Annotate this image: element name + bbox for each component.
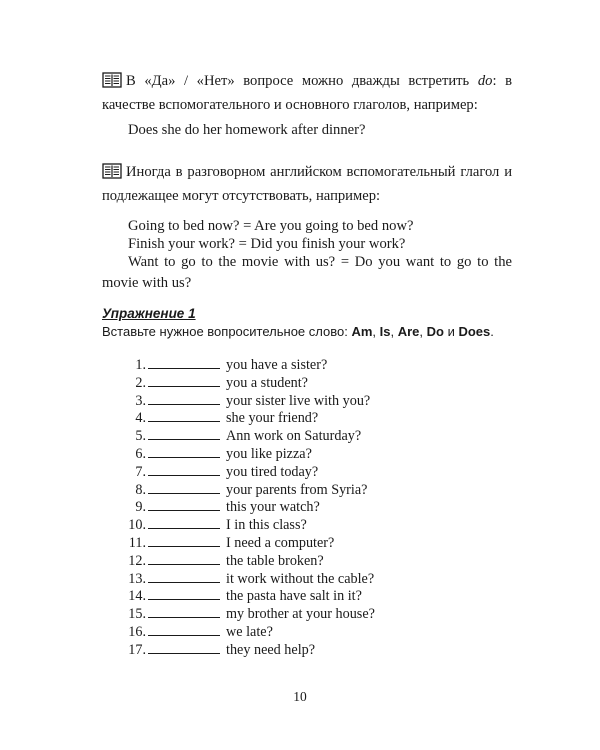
item-text: your sister live with you? <box>226 392 371 409</box>
answer-blank[interactable] <box>148 373 220 387</box>
item-text: Ann work on Saturday? <box>226 428 362 445</box>
answer-blank[interactable] <box>148 569 220 583</box>
rule-paragraph-2 <box>102 162 512 207</box>
answer-blank[interactable] <box>148 622 220 636</box>
item-number: 6. <box>135 445 146 462</box>
item-number: 10. <box>128 517 146 534</box>
instruction-sep: и <box>443 324 459 339</box>
instruction-sep: , <box>372 324 380 339</box>
item-text: you a student? <box>226 374 308 391</box>
instruction-sep: , <box>419 324 427 339</box>
rule-1-text-b: : в качестве вспомогательного и основного глаголов, например: <box>102 73 512 113</box>
item-text: the table broken? <box>226 552 324 569</box>
exercise-item <box>102 569 375 587</box>
item-number: 15. <box>128 606 146 623</box>
exercise-item <box>102 622 375 640</box>
exercise-item <box>102 586 375 604</box>
item-number: 2. <box>135 374 146 391</box>
rule-1-text-a: В «Да» / «Нет» вопросе можно дважды встретить <box>126 73 478 89</box>
answer-blank[interactable] <box>148 426 220 440</box>
exercise-item <box>102 551 375 569</box>
item-number: 16. <box>128 623 146 640</box>
item-number: 14. <box>128 588 146 605</box>
answer-blank[interactable] <box>148 515 220 529</box>
item-text: you tired today? <box>226 463 319 480</box>
answer-blank[interactable] <box>148 551 220 565</box>
exercise-title: Упражнение 1 <box>102 306 196 321</box>
item-number: 4. <box>135 410 146 427</box>
exercise-item <box>102 497 375 515</box>
item-number: 7. <box>135 463 146 480</box>
item-number: 12. <box>128 552 146 569</box>
item-number: 17. <box>128 641 146 658</box>
item-text: my brother at your house? <box>226 606 375 623</box>
rule-paragraph-1 <box>102 71 512 116</box>
item-text: it work without the cable? <box>226 570 375 587</box>
exercise-item <box>102 604 375 622</box>
word-am: Am <box>351 324 373 339</box>
item-number: 1. <box>135 357 146 373</box>
exercise-item <box>102 355 375 373</box>
word-are: Are <box>397 324 420 339</box>
answer-blank[interactable] <box>148 355 220 369</box>
rule-1-emph: do <box>477 73 493 89</box>
exercise-item <box>102 480 375 498</box>
instruction-sep: , <box>390 324 398 339</box>
item-text: you have a sister? <box>226 357 328 373</box>
exercise-item <box>102 640 375 658</box>
item-number: 3. <box>135 392 146 409</box>
exercise-item <box>102 426 375 444</box>
answer-blank[interactable] <box>148 408 220 422</box>
item-text: the pasta have salt in it? <box>226 588 362 605</box>
page-number: 10 <box>293 689 307 704</box>
item-number: 8. <box>135 481 146 498</box>
example-question: Does she do her homework after dinner? <box>128 122 366 138</box>
exercise-item <box>102 515 375 533</box>
item-text: we late? <box>226 623 273 640</box>
book-icon <box>102 72 122 95</box>
exercise-item <box>102 444 375 462</box>
item-text: I need a computer? <box>226 534 335 551</box>
exercise-list <box>102 355 375 658</box>
answer-blank[interactable] <box>148 604 220 618</box>
answer-blank[interactable] <box>148 640 220 654</box>
exercise-item <box>102 408 375 426</box>
answer-blank[interactable] <box>148 497 220 511</box>
item-number: 5. <box>135 428 146 445</box>
exercise-item <box>102 391 375 409</box>
item-text: I in this class? <box>226 517 307 534</box>
item-text: your parents from Syria? <box>226 481 368 498</box>
item-number: 13. <box>128 570 146 587</box>
answer-blank[interactable] <box>148 480 220 494</box>
exercise-item <box>102 533 375 551</box>
item-text: this your watch? <box>226 499 320 516</box>
answer-blank[interactable] <box>148 444 220 458</box>
word-do: Do <box>426 324 444 339</box>
word-does: Does <box>458 324 491 339</box>
item-text: she your friend? <box>226 410 319 427</box>
exercise-item <box>102 373 375 391</box>
item-text: they need help? <box>226 641 316 658</box>
item-number: 11. <box>128 534 146 551</box>
answer-blank[interactable] <box>148 462 220 476</box>
rule-2-text: Иногда в разговорном английском вспомогательный глагол и подлежащее могут отсутствовать, например: <box>102 164 512 204</box>
answer-blank[interactable] <box>148 391 220 405</box>
answer-blank[interactable] <box>148 586 220 600</box>
book-icon <box>102 163 122 186</box>
instruction-text: Вставьте нужное вопросительное слово: <box>102 324 352 339</box>
item-number: 9. <box>135 499 146 516</box>
example-line-3: Want to go to the movie with us? = Do you want to go to the movie with us? <box>102 254 512 291</box>
example-line-2: Finish your work? = Did you finish your work? <box>128 236 406 252</box>
instruction-end: . <box>490 324 494 339</box>
exercise-item <box>102 462 375 480</box>
example-line-1: Going to bed now? = Are you going to bed now? <box>128 218 414 234</box>
word-is: Is <box>379 324 391 339</box>
item-text: you like pizza? <box>226 445 312 462</box>
exercise-instruction <box>102 324 494 339</box>
answer-blank[interactable] <box>148 533 220 547</box>
